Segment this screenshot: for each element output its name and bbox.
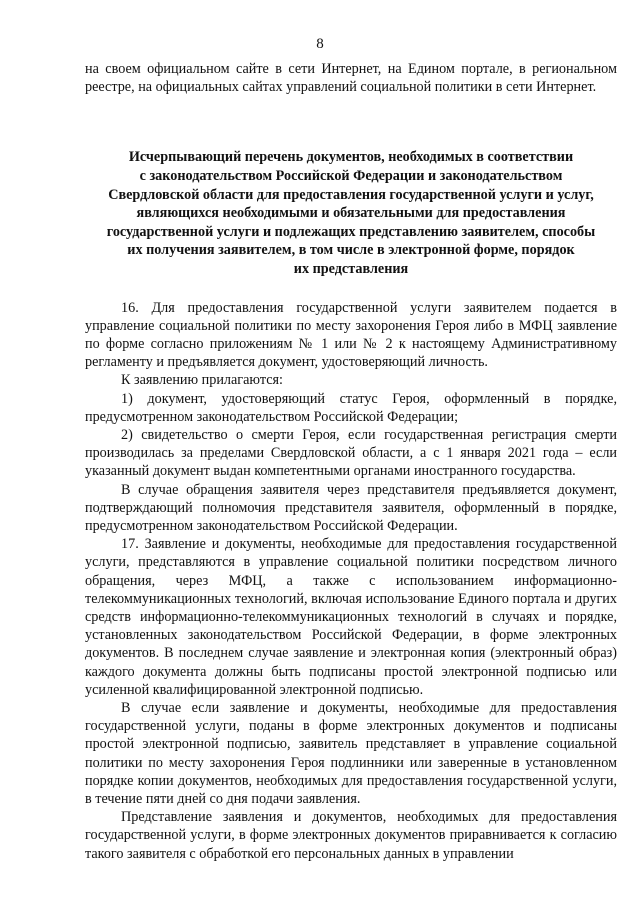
list-item-1: 1) документ, удостоверяющий статус Героя, оформленный в порядке, предусмотренном законодательством Российской Федерации; <box>85 390 617 425</box>
electronic-submission-paragraph: В случае если заявление и документы, необходимые для предоставления государственной услуги, поданы в форме электронных документов и подписаны простой электронной подписью, заявитель представляет в управление социальной политики по месту захоронения Героя подлинники или заверенные в установленном порядке копии документов, необходимых для предоставления государственной услуги, в течение пяти дней со дня подачи заявления. <box>85 700 617 808</box>
paragraph-17: 17. Заявление и документы, необходимые для предоставления государственной услуги, представляются в управление социальной политики посредством личного обращения, через МФЦ, а также с использованием информационно-телекоммуникационных технологий, включая использование Единого портала и других средств информационно-телекоммуникационных технологий в случаях и порядке, установленных законодательством Российской Федерации, в форме электронных документов. В последнем случае заявление и электронная копия (электронный образ) каждого документа должны быть подписаны простой электронной подписью или усиленной квалифицированной электронной подписью. <box>85 536 617 698</box>
representative-paragraph: В случае обращения заявителя через представителя предъявляется документ, подтверждающий полномочия представителя заявителя, оформленный в порядке, предусмотренном законодательством Российской Федерации. <box>85 481 617 534</box>
heading-line: их представления <box>293 260 409 277</box>
heading-line: Свердловской области для предоставления государственной услуги и услуг, <box>108 186 594 203</box>
page-content <box>85 60 617 863</box>
heading-line: Исчерпывающий перечень документов, необходимых в соответствии <box>128 149 574 166</box>
heading-line: их получения заявителем, в том числе в электронной форме, порядок <box>127 242 575 259</box>
intro-paragraph: на своем официальном сайте в сети Интернет, на Едином портале, в региональном реестре, на официальных сайтах управлений социальной политики в сети Интернет. <box>85 61 617 96</box>
attachments-intro: К заявлению прилагаются: <box>121 372 283 389</box>
paragraph-16: 16. Для предоставления государственной услуги заявителем подается в управление социальной политики по месту захоронения Героя либо в МФЦ заявление по форме согласно приложениям № 1 или № 2 к настоящему Административному регламенту и предъявляется документ, удостоверяющий личность. <box>85 299 617 371</box>
heading-line: с законодательством Российской Федерации и законодательством <box>139 168 563 184</box>
heading-line: государственной услуги и подлежащих представлению заявителем, способы <box>106 223 596 240</box>
section-heading <box>85 148 617 278</box>
heading-line: являющихся необходимыми и обязательными для предоставления <box>136 205 566 222</box>
list-item-2: 2) свидетельство о смерти Героя, если государственная регистрация смерти производилась за пределами Свердловской области, а с 1 января 2021 года – если указанный документ выдан компетентными органами иностранного государства. <box>85 426 617 480</box>
consent-paragraph: Представление заявления и документов, необходимых для предоставления государственной услуги, в форме электронных документов приравнивается к согласию такого заявителя с обработкой его персональных данных в управлении <box>85 809 617 862</box>
page-number: 8 <box>316 36 324 52</box>
